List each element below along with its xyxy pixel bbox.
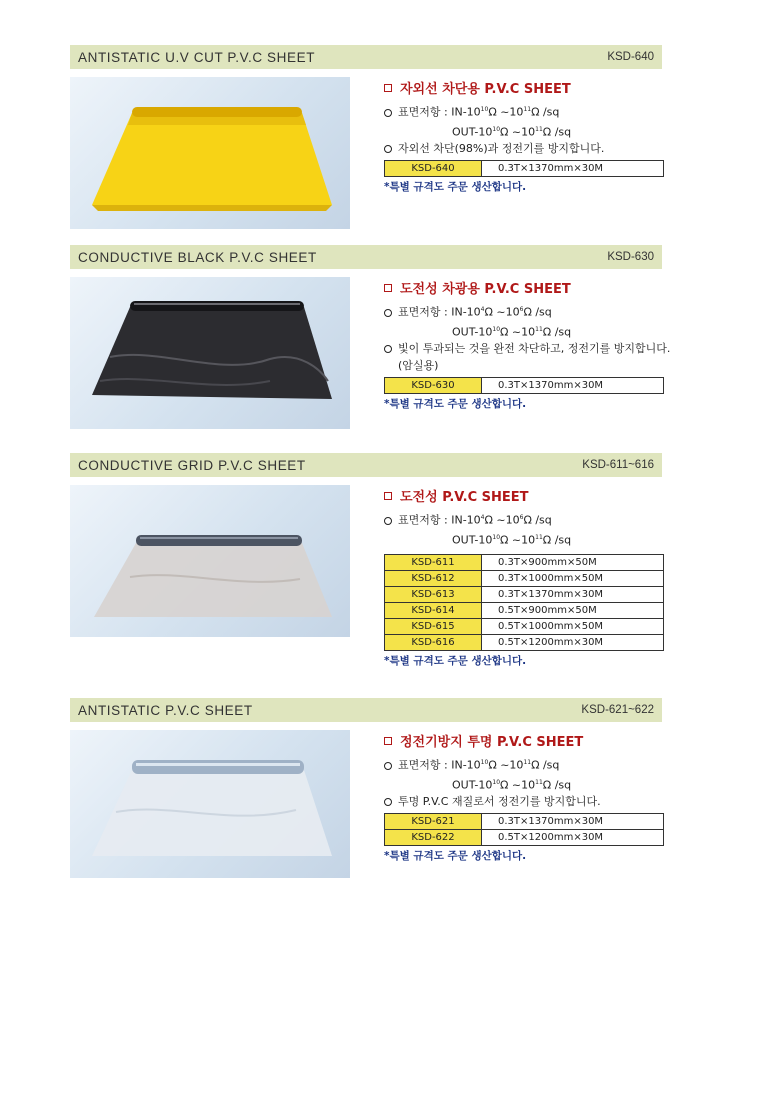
section-header-code: KSD-621~622 (581, 704, 654, 716)
spec-code-cell: KSD-615 (385, 619, 482, 635)
feature-text: 자외선 차단(98%)과 정전기를 방지합니다. (398, 142, 605, 156)
custom-order-note: *특별 규격도 주문 생산합니다. (384, 398, 527, 411)
resistance-in-mid: Ω ~10 (488, 758, 524, 772)
spec-size-cell: 0.3T×1370mm×30M (482, 814, 664, 830)
resistance-unit: Ω /sq (542, 533, 572, 547)
resistance-unit: Ω /sq (542, 778, 572, 792)
resistance-label: 표면저항 : (398, 105, 448, 119)
spec-code-cell: KSD-612 (385, 571, 482, 587)
exponent: 4 (480, 514, 485, 521)
resistance-in (384, 101, 664, 121)
resistance-in-text: IN-10 (451, 305, 481, 319)
circle-bullet-icon (384, 345, 392, 353)
circle-bullet-icon (384, 145, 392, 153)
resistance-in-text: IN-10 (451, 105, 481, 119)
spec-code-cell: KSD-630 (385, 378, 482, 394)
exponent: 10 (492, 533, 501, 541)
spec-size-cell: 0.5T×1200mm×30M (482, 635, 664, 651)
square-bullet-icon (384, 84, 392, 92)
section-header (70, 453, 662, 477)
resistance-out-text: OUT-10 (452, 325, 493, 339)
section-header-title: ANTISTATIC P.V.C SHEET (78, 702, 253, 718)
product-title (384, 486, 664, 505)
resistance-unit: Ω /sq (542, 125, 572, 139)
table-row (385, 161, 664, 177)
resistance-in-text: IN-10 (451, 513, 481, 527)
resistance-in-mid: Ω ~10 (484, 305, 520, 319)
spec-table (384, 813, 664, 846)
resistance-in-text: IN-10 (451, 758, 481, 772)
exponent: 11 (523, 759, 532, 766)
feature-line (384, 340, 671, 357)
square-bullet-icon (384, 492, 392, 500)
resistance-out-mid: Ω ~10 (500, 325, 536, 339)
resistance-unit: Ω /sq (523, 513, 552, 527)
resistance-unit: Ω /sq (531, 105, 560, 119)
black-pvc-sheet-roll-photo (70, 277, 350, 429)
spec-size-cell: 0.3T×1370mm×30M (482, 378, 664, 394)
resistance-in-mid: Ω ~10 (484, 513, 520, 527)
exponent: 10 (480, 106, 489, 113)
spec-code-cell: KSD-640 (385, 161, 482, 177)
spec-size-cell: 0.5T×1000mm×50M (482, 619, 664, 635)
resistance-unit: Ω /sq (531, 758, 560, 772)
spec-code-cell: KSD-613 (385, 587, 482, 603)
custom-order-note: *특별 규격도 주문 생산합니다. (384, 181, 527, 194)
resistance-unit: Ω /sq (542, 325, 572, 339)
resistance-out (384, 774, 664, 794)
resistance-in-mid: Ω ~10 (488, 105, 524, 119)
spec-size-cell: 0.3T×1370mm×30M (482, 161, 664, 177)
section-header-code: KSD-630 (607, 251, 654, 263)
product-title (384, 78, 664, 97)
resistance-label: 표면저항 : (398, 758, 448, 772)
product-title-text: 자외선 차단용 P.V.C SHEET (400, 82, 571, 97)
resistance-out-text: OUT-10 (452, 778, 493, 792)
spec-size-cell: 0.3T×1370mm×30M (482, 587, 664, 603)
circle-bullet-icon (384, 798, 392, 806)
product-info (384, 278, 671, 411)
section-header (70, 245, 662, 269)
product-info (384, 486, 664, 668)
exponent: 11 (523, 106, 532, 113)
spec-code-cell: KSD-614 (385, 603, 482, 619)
exponent: 11 (535, 325, 543, 333)
clear-pvc-sheet-roll-photo (70, 730, 350, 878)
resistance-out (384, 529, 664, 549)
circle-bullet-icon (384, 309, 392, 317)
table-row (385, 635, 664, 651)
product-info (384, 78, 664, 194)
resistance-out-text: OUT-10 (452, 125, 493, 139)
yellow-pvc-sheet-roll-photo (70, 77, 350, 229)
resistance-out (384, 321, 664, 341)
spec-code-cell: KSD-611 (385, 555, 482, 571)
spec-code-cell: KSD-621 (385, 814, 482, 830)
spec-size-cell: 0.5T×1200mm×30M (482, 830, 664, 846)
product-info (384, 731, 664, 863)
resistance-in (384, 301, 664, 321)
product-title (384, 731, 664, 750)
product-title-text: 도전성 차광용 P.V.C SHEET (400, 282, 571, 297)
circle-bullet-icon (384, 109, 392, 117)
resistance-out-mid: Ω ~10 (500, 125, 536, 139)
resistance-unit: Ω /sq (523, 305, 552, 319)
square-bullet-icon (384, 284, 392, 292)
table-row (385, 555, 664, 571)
section-header (70, 45, 662, 69)
section-header-title: CONDUCTIVE GRID P.V.C SHEET (78, 457, 306, 473)
exponent: 6 (519, 306, 524, 313)
exponent: 11 (535, 778, 543, 786)
section-header-code: KSD-611~616 (582, 459, 654, 471)
table-row (385, 830, 664, 846)
spec-size-cell: 0.5T×900mm×50M (482, 603, 664, 619)
exponent: 10 (492, 125, 501, 133)
table-row (385, 571, 664, 587)
resistance-in (384, 754, 664, 774)
exponent: 11 (535, 533, 543, 541)
exponent: 10 (492, 778, 501, 786)
resistance-out-mid: Ω ~10 (500, 533, 536, 547)
resistance-out (384, 121, 664, 141)
circle-bullet-icon (384, 762, 392, 770)
product-title-text: 도전성 P.V.C SHEET (400, 490, 529, 505)
exponent: 4 (480, 306, 485, 313)
spec-size-cell: 0.3T×1000mm×50M (482, 571, 664, 587)
resistance-label: 표면저항 : (398, 513, 448, 527)
table-row (385, 378, 664, 394)
grid-pvc-sheet-roll-photo (70, 485, 350, 637)
table-row (385, 814, 664, 830)
feature-line (384, 140, 664, 157)
table-row (385, 603, 664, 619)
table-row (385, 619, 664, 635)
resistance-out-text: OUT-10 (452, 533, 493, 547)
resistance-label: 표면저항 : (398, 305, 448, 319)
section-header-code: KSD-640 (607, 51, 654, 63)
table-row (385, 587, 664, 603)
resistance-in (384, 509, 664, 529)
feature-text: 투명 P.V.C 재질로서 정전기를 방지합니다. (398, 795, 601, 809)
section-header-title: ANTISTATIC U.V CUT P.V.C SHEET (78, 49, 316, 65)
section-header-title: CONDUCTIVE BLACK P.V.C SHEET (78, 249, 317, 265)
custom-order-note: *특별 규격도 주문 생산합니다. (384, 850, 527, 863)
feature-line (384, 793, 664, 810)
spec-code-cell: KSD-622 (385, 830, 482, 846)
feature-text: 빛이 투과되는 것을 완전 차단하고, 정전기를 방지합니다. (398, 342, 671, 356)
spec-table (384, 160, 664, 177)
product-title (384, 278, 664, 297)
spec-table (384, 377, 664, 394)
product-title-text: 정전기방지 투명 P.V.C SHEET (400, 735, 584, 750)
custom-order-note: *특별 규격도 주문 생산합니다. (384, 655, 527, 668)
circle-bullet-icon (384, 517, 392, 525)
feature-line-cont: (암실용) (398, 359, 439, 373)
spec-table (384, 554, 664, 651)
exponent: 11 (535, 125, 543, 133)
exponent: 6 (519, 514, 524, 521)
spec-code-cell: KSD-616 (385, 635, 482, 651)
exponent: 10 (492, 325, 501, 333)
exponent: 10 (480, 759, 489, 766)
square-bullet-icon (384, 737, 392, 745)
spec-size-cell: 0.3T×900mm×50M (482, 555, 664, 571)
section-header (70, 698, 662, 722)
resistance-out-mid: Ω ~10 (500, 778, 536, 792)
